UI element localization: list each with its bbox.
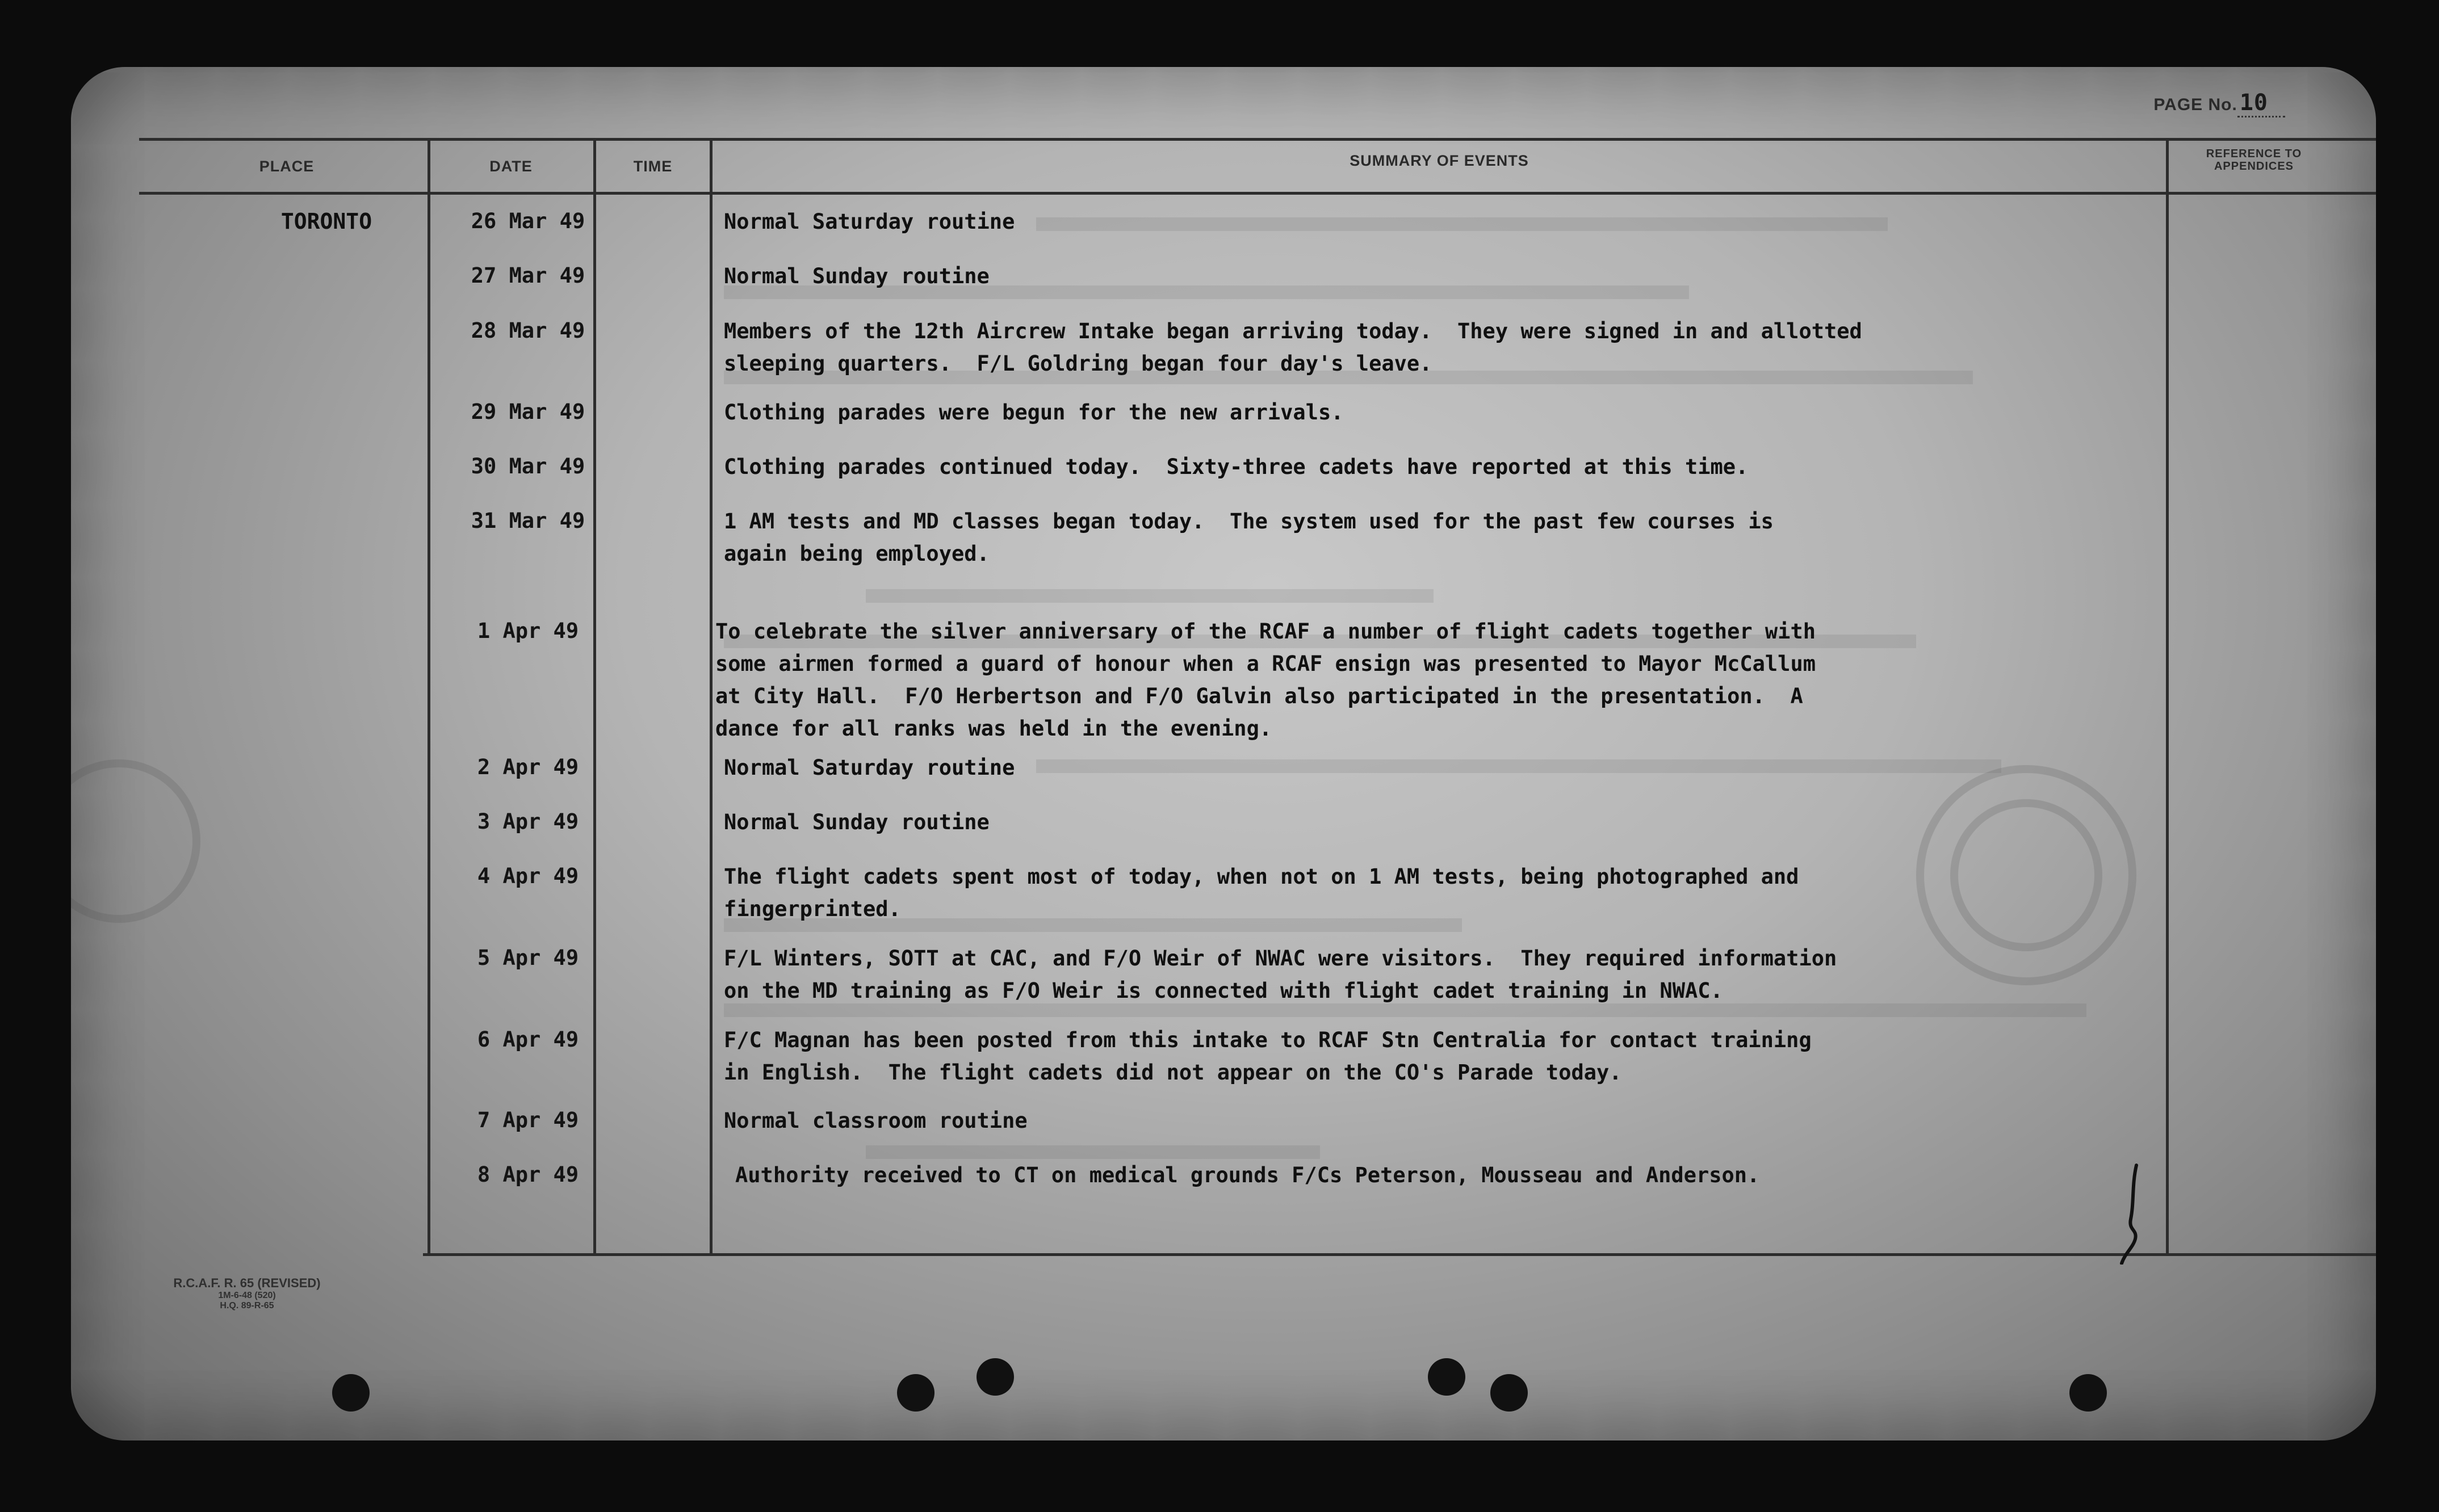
entry-summary: Normal Saturday routine — [724, 755, 1015, 780]
column-header-date: DATE — [489, 158, 533, 175]
entry-summary: To celebrate the silver anniversary of the RCAF a number of flight cadets together with some airmen formed a guard of honour when a RCAF ensign was presented to Mayor McCallum at City Hall. F/O Herbertson and F/O Galvin also participated in the presentation. A dance for all ranks was held in the evening. — [715, 619, 1816, 741]
header-top-rule — [139, 138, 2376, 141]
page-number-label: PAGE No. — [2153, 95, 2237, 114]
column-header-reference — [2169, 148, 2339, 173]
entry-summary: Clothing parades continued today. Sixty-three cadets have reported at this time. — [724, 455, 1749, 479]
place-date-divider — [428, 138, 430, 1256]
form-reference-line2: 1M-6-48 (520) — [218, 1291, 276, 1300]
entry-summary: Members of the 12th Aircrew Intake began arriving today. They were signed in and allotted sleeping quarters. F/L Goldring began four day's leave. — [724, 319, 1862, 376]
column-header-time: TIME — [633, 158, 673, 175]
column-header-place: PLACE — [259, 158, 315, 175]
entry-date: 8 Apr 49 — [477, 1162, 579, 1187]
entry-date: 7 Apr 49 — [477, 1108, 579, 1132]
bleed-through-line — [866, 1145, 1320, 1159]
entry-summary: Authority received to CT on medical grounds F/Cs Peterson, Mousseau and Anderson. — [735, 1163, 1760, 1187]
table-bottom-rule — [423, 1253, 2376, 1256]
entry-date: 27 Mar 49 — [471, 263, 585, 288]
entry-date: 1 Apr 49 — [477, 619, 579, 643]
entry-date: 29 Mar 49 — [471, 400, 585, 424]
binder-hole — [2069, 1374, 2107, 1412]
binder-hole — [897, 1374, 934, 1412]
place-value: TORONTO — [280, 209, 372, 234]
entry-summary: The flight cadets spent most of today, when not on 1 AM tests, being photographed and fingerprinted. — [724, 864, 1799, 921]
faded-stamp-left — [71, 759, 200, 923]
entry-summary: Normal Sunday routine — [724, 810, 990, 834]
entry-date: 26 Mar 49 — [471, 209, 585, 233]
column-header-reference-line1: REFERENCE TO — [2206, 148, 2302, 160]
entry-date: 31 Mar 49 — [471, 509, 585, 533]
entry-date: 4 Apr 49 — [477, 864, 579, 888]
bleed-through-line — [866, 589, 1434, 603]
signature-mark — [2115, 1162, 2149, 1265]
entry-date: 3 Apr 49 — [477, 809, 579, 834]
column-header-summary: SUMMARY OF EVENTS — [1350, 152, 1529, 169]
entry-summary: Normal Saturday routine — [724, 209, 1015, 234]
entry-date: 28 Mar 49 — [471, 318, 585, 343]
entry-date: 5 Apr 49 — [477, 946, 579, 970]
entry-summary: F/C Magnan has been posted from this intake to RCAF Stn Centralia for contact training in English. The flight cadets did not appear on the CO's Parade today. — [724, 1028, 1812, 1085]
entry-summary: Clothing parades were begun for the new arrivals. — [724, 400, 1344, 425]
entry-date: 2 Apr 49 — [477, 755, 579, 779]
entry-date: 6 Apr 49 — [477, 1027, 579, 1052]
form-reference-line3: H.Q. 89-R-65 — [220, 1301, 274, 1311]
binder-hole — [1428, 1358, 1465, 1396]
entry-summary: 1 AM tests and MD classes began today. The system used for the past few courses is again being employed. — [724, 509, 1774, 566]
binder-hole — [332, 1374, 370, 1412]
header-bottom-rule — [139, 192, 2376, 195]
column-header-reference-line2: APPENDICES — [2214, 160, 2294, 173]
time-summary-divider — [710, 138, 713, 1256]
page-number — [2153, 90, 2285, 116]
entry-summary: Normal Sunday routine — [724, 264, 990, 288]
page-number-value: 10 — [2237, 90, 2285, 117]
form-reference-line1: R.C.A.F. R. 65 (REVISED) — [173, 1276, 321, 1290]
date-time-divider — [593, 138, 596, 1256]
entry-date: 30 Mar 49 — [471, 454, 585, 478]
entry-summary: F/L Winters, SOTT at CAC, and F/O Weir of NWAC were visitors. They required information on the MD training as F/O Weir is connected with flight cadet training in NWAC. — [724, 946, 1837, 1003]
binder-hole — [1490, 1374, 1528, 1412]
summary-reference-divider — [2166, 138, 2169, 1256]
entry-summary: Normal classroom routine — [724, 1108, 1028, 1133]
diary-sheet — [71, 67, 2376, 1440]
binder-hole — [977, 1358, 1014, 1396]
form-reference — [133, 1276, 361, 1311]
